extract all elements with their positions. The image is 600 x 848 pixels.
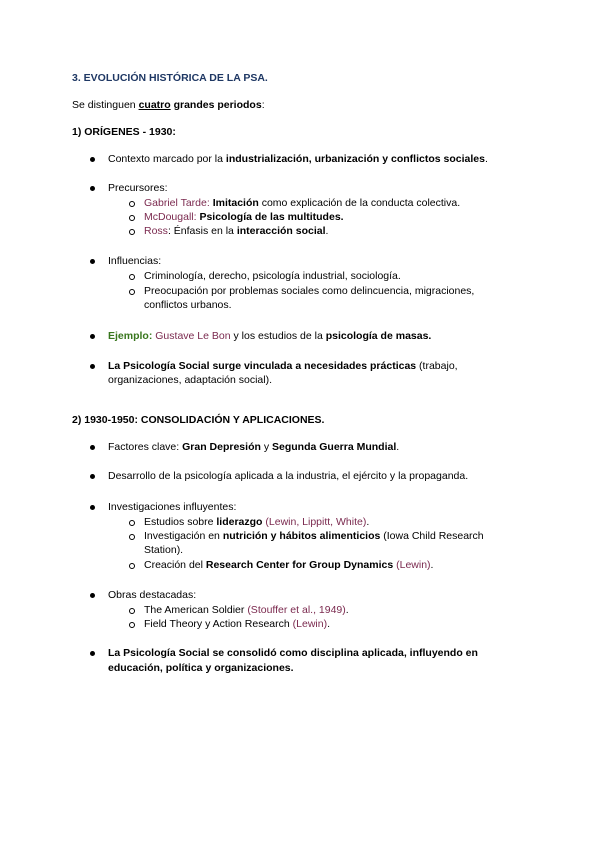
sub-bullet-circle <box>129 520 135 526</box>
section-title: 3. EVOLUCIÓN HISTÓRICA DE LA PSA. <box>72 72 268 84</box>
bullet-dot <box>90 651 95 656</box>
sub-item-american-soldier: The American Soldier (Stouffer et al., 1949). <box>144 604 349 616</box>
bullet-factores: Factores clave: Gran Depresión y Segunda Guerra Mundial. <box>108 441 400 453</box>
sub-bullet-circle <box>129 534 135 540</box>
bullet-dot <box>90 186 95 191</box>
bullet-conclusion-2-cont: educación, política y organizaciones. <box>108 662 294 674</box>
sub-item-liderazgo: Estudios sobre liderazgo (Lewin, Lippitt, White). <box>144 516 370 528</box>
sub-bullet-circle <box>129 215 135 221</box>
bullet-dot <box>90 474 95 479</box>
bullet-ejemplo: Ejemplo: Gustave Le Bon y los estudios de la psicología de masas. <box>108 330 432 342</box>
bullet-investigaciones: Investigaciones influyentes: <box>108 501 237 513</box>
sub-item-nutricion: Investigación en nutrición y hábitos alimenticios (Iowa Child Research <box>144 530 484 542</box>
sub-bullet-circle <box>129 274 135 280</box>
sub-item-mcdougall: McDougall: Psicología de las multitudes. <box>144 211 344 223</box>
sub-bullet-circle <box>129 229 135 235</box>
bullet-contexto: Contexto marcado por la industrialización, urbanización y conflictos sociales. <box>108 153 488 165</box>
bullet-dot <box>90 259 95 264</box>
bullet-dot <box>90 364 95 369</box>
sub-item-ross: Ross: Énfasis en la interacción social. <box>144 225 329 237</box>
bullet-influencias: Influencias: <box>108 255 162 267</box>
bullet-conclusion-1-cont: organizaciones, adaptación social). <box>108 374 273 386</box>
sub-bullet-circle <box>129 563 135 569</box>
sub-item-influencia-2-cont: conflictos urbanos. <box>144 299 232 311</box>
bullet-obras: Obras destacadas: <box>108 589 197 601</box>
bullet-conclusion-1: La Psicología Social surge vinculada a necesidades prácticas (trabajo, <box>108 360 458 372</box>
sub-item-tarde: Gabriel Tarde: Imitación como explicación de la conducta colectiva. <box>144 197 461 209</box>
bullet-conclusion-2: La Psicología Social se consolidó como disciplina aplicada, influyendo en <box>108 647 478 659</box>
sub-bullet-circle <box>129 201 135 207</box>
bullet-dot <box>90 157 95 162</box>
sub-bullet-circle <box>129 608 135 614</box>
intro-text: Se distinguen cuatro grandes periodos: <box>72 99 265 111</box>
heading-consolidacion: 2) 1930-1950: CONSOLIDACIÓN Y APLICACIONES. <box>72 414 325 426</box>
sub-item-field-theory: Field Theory y Action Research (Lewin). <box>144 618 330 630</box>
bullet-dot <box>90 445 95 450</box>
heading-origenes: 1) ORÍGENES - 1930: <box>72 126 176 138</box>
sub-item-nutricion-cont: Station). <box>144 544 184 556</box>
sub-item-influencia-1: Criminología, derecho, psicología industrial, sociología. <box>144 270 401 282</box>
sub-bullet-circle <box>129 622 135 628</box>
bullet-precursores: Precursores: <box>108 182 168 194</box>
sub-item-influencia-2: Preocupación por problemas sociales como delincuencia, migraciones, <box>144 285 475 297</box>
sub-bullet-circle <box>129 289 135 295</box>
sub-item-research-center: Creación del Research Center for Group Dynamics (Lewin). <box>144 559 434 571</box>
bullet-dot <box>90 505 95 510</box>
bullet-dot <box>90 334 95 339</box>
bullet-desarrollo: Desarrollo de la psicología aplicada a la industria, el ejército y la propaganda. <box>108 470 469 482</box>
bullet-dot <box>90 593 95 598</box>
